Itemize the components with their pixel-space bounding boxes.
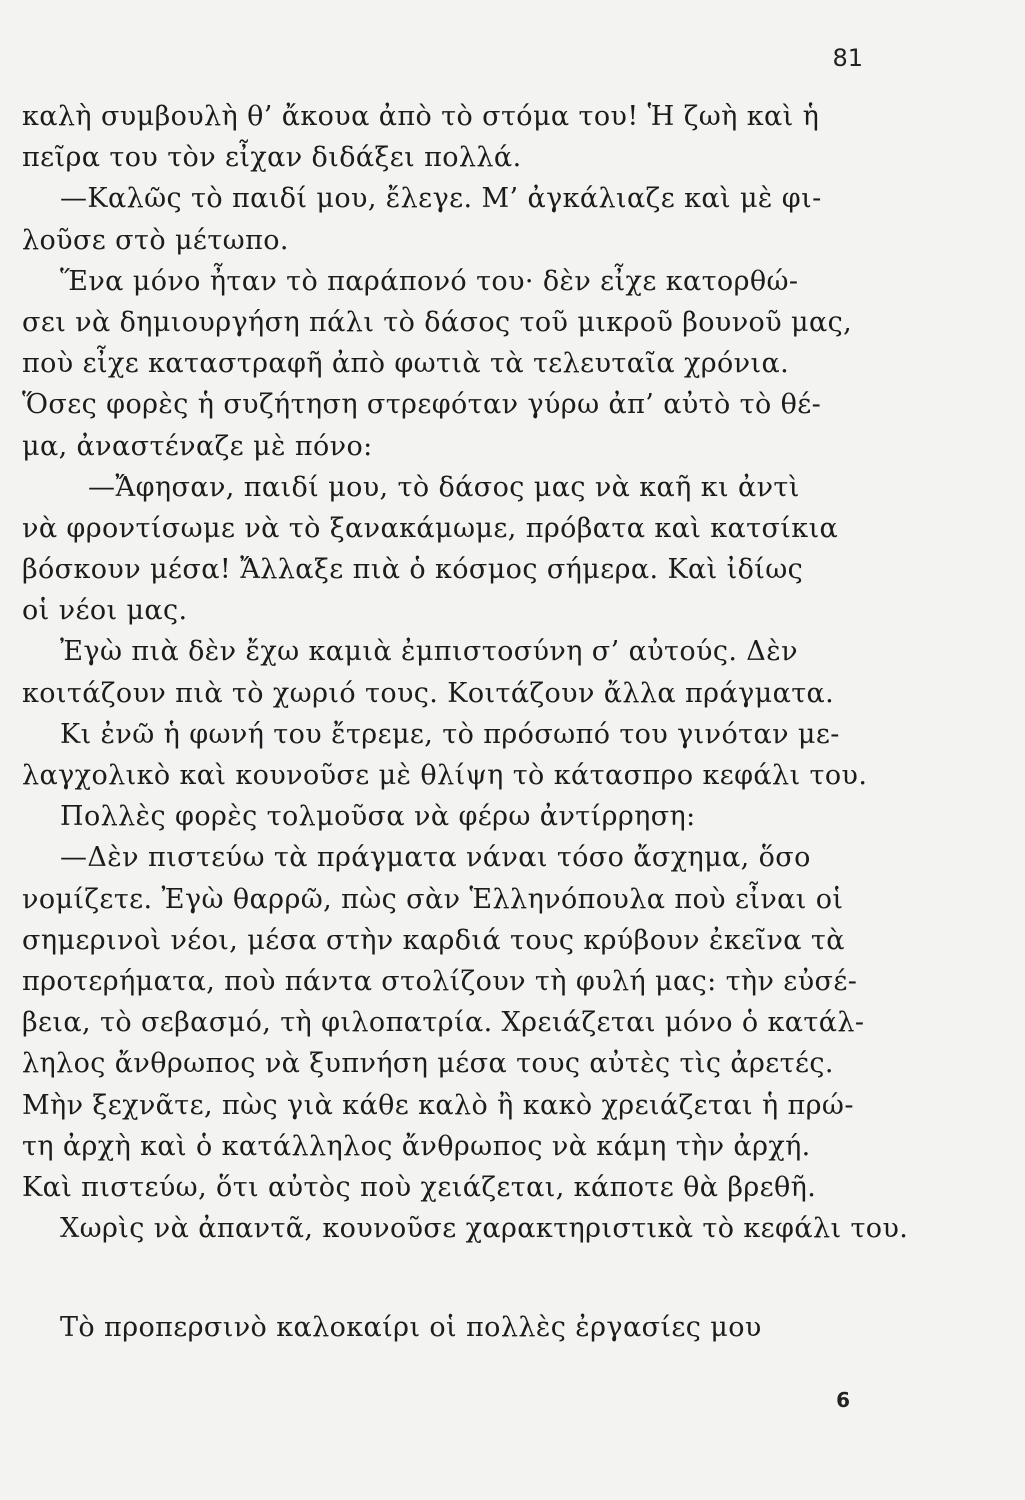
- text-line: ληλος ἄνθρωπος νὰ ξυπνήση μέσα τους αὐτὲς τὶς ἀρετές.: [22, 1048, 834, 1080]
- text-line: λαγχολικὸ καὶ κουνοῦσε μὲ θλίψη τὸ κάτασπρο κεφάλι του.: [22, 760, 868, 791]
- dialogue-line: —Δὲν πιστεύω τὰ πράγματα νάναι τόσο ἄσχημα, ὅσο: [60, 842, 811, 874]
- paragraph-start: Πολλὲς φορὲς τολμοῦσα νὰ φέρω ἀντίρρηση:: [60, 801, 696, 833]
- page-number: 81: [832, 44, 863, 72]
- text-line: σημερινοὶ νέοι, μέσα στὴν καρδιά τους κρύβουν ἐκεῖνα τὰ: [22, 924, 845, 956]
- text-line: οἱ νέοι μας.: [22, 595, 188, 627]
- text-line: Μὴν ξεχνᾶτε, πὼς γιὰ κάθε καλὸ ἢ κακὸ χρειάζεται ἡ πρώ-: [22, 1089, 854, 1121]
- text-line: προτερήματα, ποὺ πάντα στολίζουν τὴ φυλή μας: τὴν εὐσέ-: [22, 965, 858, 997]
- paragraph-start: Ἕνα μόνο ἦταν τὸ παράπονό του· δὲν εἶχε κατορθώ-: [60, 265, 799, 297]
- paragraph-start: Ἐγὼ πιὰ δὲν ἔχω καμιὰ ἐμπιστοσύνη σ’ αὐτούς. Δὲν: [60, 636, 798, 668]
- text-line: σει νὰ δημιουργήση πάλι τὸ δάσος τοῦ μικροῦ βουνοῦ μας,: [22, 306, 853, 338]
- text-line: ποὺ εἶχε καταστραφῆ ἀπὸ φωτιὰ τὰ τελευταῖα χρόνια.: [22, 348, 790, 380]
- dialogue-line: —Καλῶς τὸ παιδί μου, ἔλεγε. Μ’ ἀγκάλιαζε καὶ μὲ φι-: [60, 183, 822, 215]
- text-line: βόσκουν μέσα! Ἄλλαξε πιὰ ὁ κόσμος σήμερα. Καὶ ἰδίως: [22, 554, 804, 586]
- text-line: καλὴ συμβουλὴ θ’ ἄκουα ἀπὸ τὸ στόμα του! Ἡ ζωὴ καὶ ἡ: [22, 101, 820, 132]
- page-body-text: [22, 96, 909, 1348]
- section-gap: [22, 1249, 894, 1307]
- text-line: λοῦσε στὸ μέτωπο.: [22, 224, 289, 256]
- text-line: πεῖρα του τὸν εἶχαν διδάξει πολλά.: [22, 142, 522, 174]
- text-line: Ὅσες φορὲς ἡ συζήτηση στρεφόταν γύρω ἀπ’ αὐτὸ τὸ θέ-: [22, 389, 822, 421]
- text-line: τη ἀρχὴ καὶ ὁ κατάλληλος ἄνθρωπος νὰ κάμη τὴν ἀρχή.: [22, 1130, 811, 1162]
- text-line: νομίζετε. Ἐγὼ θαρρῶ, πὼς σὰν Ἑλληνόπουλα ποὺ εἶναι οἱ: [22, 883, 844, 915]
- text-line: Καὶ πιστεύω, ὅτι αὐτὸς ποὺ χειάζεται, κάποτε θὰ βρεθῆ.: [22, 1171, 817, 1203]
- text-line: μα, ἀναστέναζε μὲ πόνο:: [22, 430, 373, 462]
- paragraph-start: Τὸ προπερσινὸ καλοκαίρι οἱ πολλὲς ἐργασίες μου: [60, 1312, 762, 1344]
- dialogue-line: —Ἄφησαν, παιδί μου, τὸ δάσος μας νὰ καῆ κι ἀντὶ: [88, 471, 800, 503]
- text-line: κοιτάζουν πιὰ τὸ χωριό τους. Κοιτάζουν ἄλλα πράγματα.: [22, 677, 835, 709]
- printer-signature-mark: 6: [836, 1388, 850, 1412]
- text-line: βεια, τὸ σεβασμό, τὴ φιλοπατρία. Χρειάζεται μόνο ὁ κατάλ-: [22, 1007, 865, 1039]
- text-line: νὰ φροντίσωμε νὰ τὸ ξανακάμωμε, πρόβατα καὶ κατσίκια: [22, 512, 839, 544]
- paragraph-start: Χωρὶς νὰ ἀπαντᾶ, κουνοῦσε χαρακτηριστικὰ τὸ κεφάλι του.: [60, 1213, 909, 1245]
- paragraph-start: Κι ἐνῶ ἡ φωνή του ἔτρεμε, τὸ πρόσωπό του γινόταν με-: [60, 718, 840, 750]
